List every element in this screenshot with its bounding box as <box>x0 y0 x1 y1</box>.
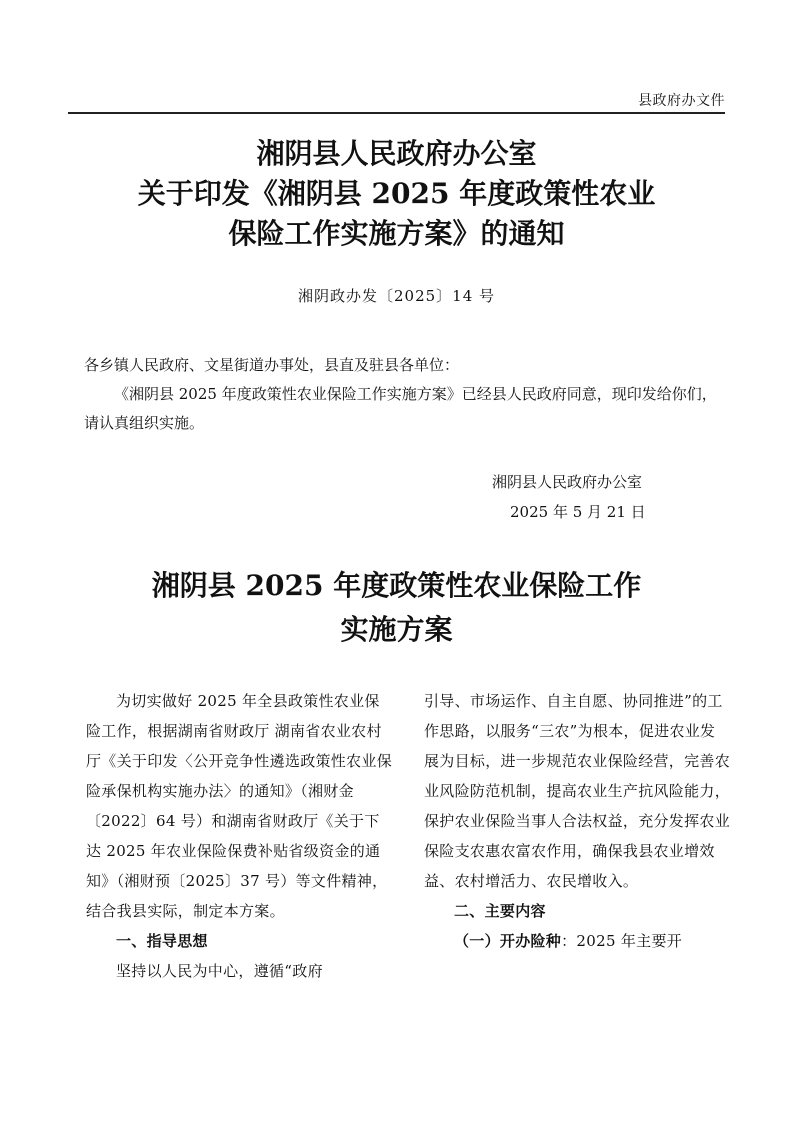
left-column <box>86 686 392 986</box>
header-rule <box>68 112 725 114</box>
notice-title <box>0 134 793 254</box>
notice-body: 《湘阴县 2025 年度政策性农业保险工作实施方案》已经县人民政府同意，现印发给你们，请认真组织实施。 <box>84 385 717 432</box>
plan-intro: 为切实做好 2025 年全县政策性农业保险工作，根据湖南省财政厅 湖南省农业农村厅《关于印发〈公开竞争性遴选政策性农业保险承保机构实施办法〉的通知》（湘财金〔2022〕64 号）和湖南省财政厅《关于下达 2025 年农业保险保费补贴省级资金的通知》（湘财预〔2025〕37 号）等文件精神，结合我县实际，制定本方案。 <box>86 692 393 920</box>
section-heading-guiding-ideology: 一、指导思想 <box>116 932 208 950</box>
signature-date: 2025 年 5 月 21 日 <box>510 503 646 521</box>
subsection-text: ：2025 年主要开 <box>561 932 683 950</box>
signature-org: 湘阴县人民政府办公室 <box>492 473 643 491</box>
plan-title <box>0 564 793 652</box>
plan-title-line-1: 湘阴县 2025 年度政策性农业保险工作 <box>151 569 642 602</box>
document-number: 湘阴政办发〔2025〕14 号 <box>297 287 496 305</box>
section-heading-main-content: 二、主要内容 <box>454 902 546 920</box>
notice-title-line-2: 关于印发《湘阴县 2025 年度政策性农业 <box>137 177 656 210</box>
subsection-insurance-types <box>424 926 730 956</box>
plan-title-line-2: 实施方案 <box>340 613 453 646</box>
subsection-label: （一）开办险种 <box>454 932 562 950</box>
section-text-guiding-ideology: 坚持以人民为中心，遵循“政府 <box>116 962 323 980</box>
right-column <box>424 686 730 956</box>
addressee: 各乡镇人民政府、文星街道办事处，县直及驻县各单位： <box>84 356 460 374</box>
notice-title-line-1: 湘阴县人民政府办公室 <box>256 137 537 170</box>
notice-title-line-3: 保险工作实施方案》的通知 <box>228 217 565 250</box>
section-text-guiding-ideology-continued: 引导、市场运作、自主自愿、协同推进”的工作思路，以服务“三农”为根本，促进农业发展为目标，进一步规范农业保险经营，完善农业风险防范机制，提高农业生产抗风险能力，保护农业保险当事人合法权益，充分发挥农业保险支农惠农富农作用，确保我县农业增效益、农村增活力、农民增收入。 <box>424 692 731 890</box>
header-label: 县政府办文件 <box>638 93 725 109</box>
